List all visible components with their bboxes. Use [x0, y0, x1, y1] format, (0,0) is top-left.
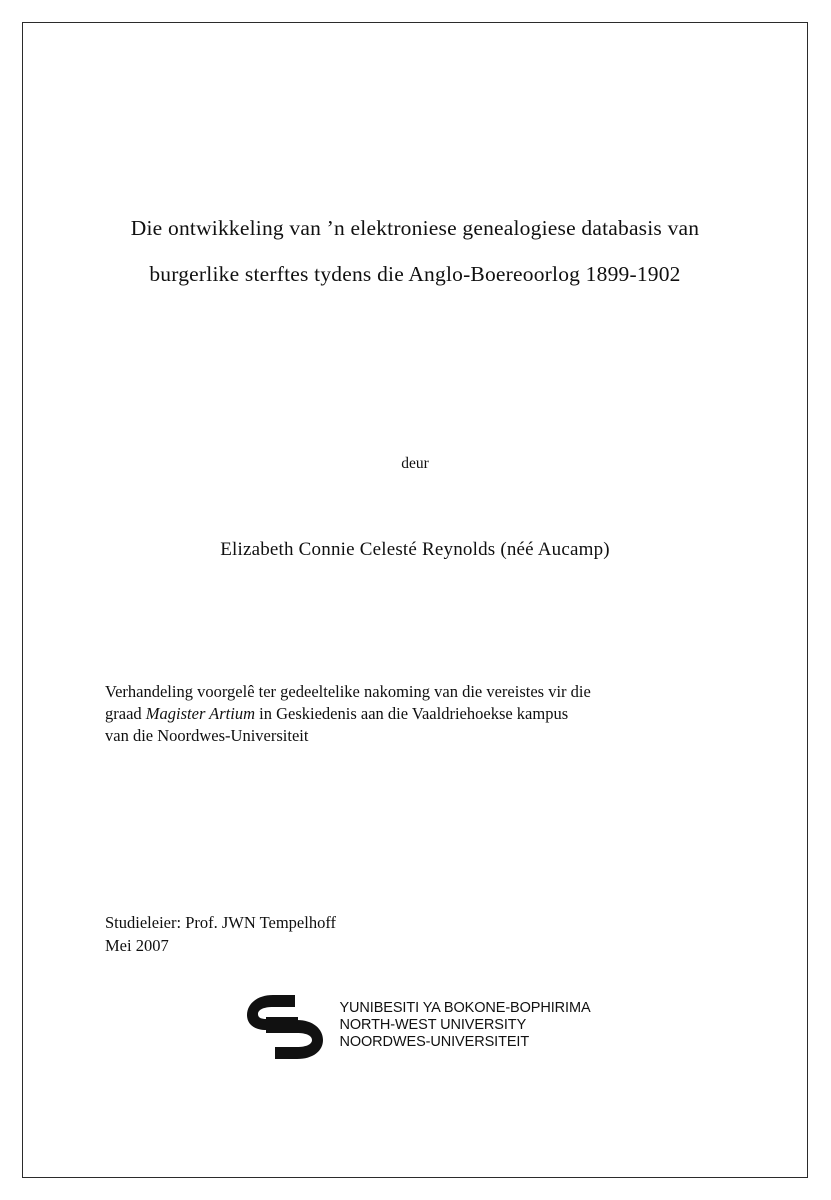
north-west-university-logo-icon [239, 989, 331, 1061]
logo-text-line-1: YUNIBESITI YA BOKONE-BOPHIRIMA [339, 999, 591, 1016]
byline-word: deur [401, 455, 429, 472]
document-page [22, 22, 808, 1178]
statement-line-2-suffix: in Geskiedenis aan die Vaaldriehoekse kampus [255, 704, 569, 723]
supervisor-block [105, 911, 336, 957]
title-line-2: burgerlike sterftes tydens die Anglo-Boereoorlog 1899-1902 [149, 262, 681, 286]
author-name: Elizabeth Connie Celesté Reynolds (néé Aucamp) [220, 539, 610, 560]
statement-line-3: van die Noordwes-Universiteit [105, 726, 309, 745]
supervisor-name: Studieleier: Prof. JWN Tempelhoff [105, 913, 337, 932]
statement-line-1: Verhandeling voorgelê ter gedeeltelike nakoming van die vereistes vir die [105, 682, 591, 701]
title-line-1: Die ontwikkeling van ’n elektroniese genealogiese databasis van [130, 216, 700, 240]
university-logo-text [339, 1000, 590, 1051]
page-content [23, 23, 807, 1177]
university-logo [23, 989, 807, 1061]
statement-line-2 [105, 703, 725, 725]
logo-text-line-2: NORTH-WEST UNIVERSITY [339, 1016, 527, 1033]
submission-date: Mei 2007 [105, 936, 169, 955]
logo-text-line-3: NOORDWES-UNIVERSITEIT [339, 1033, 530, 1050]
degree-name: Magister Artium [145, 704, 256, 723]
statement-line-2-prefix: graad [105, 704, 146, 723]
degree-statement [105, 681, 725, 747]
page-title [101, 205, 729, 297]
